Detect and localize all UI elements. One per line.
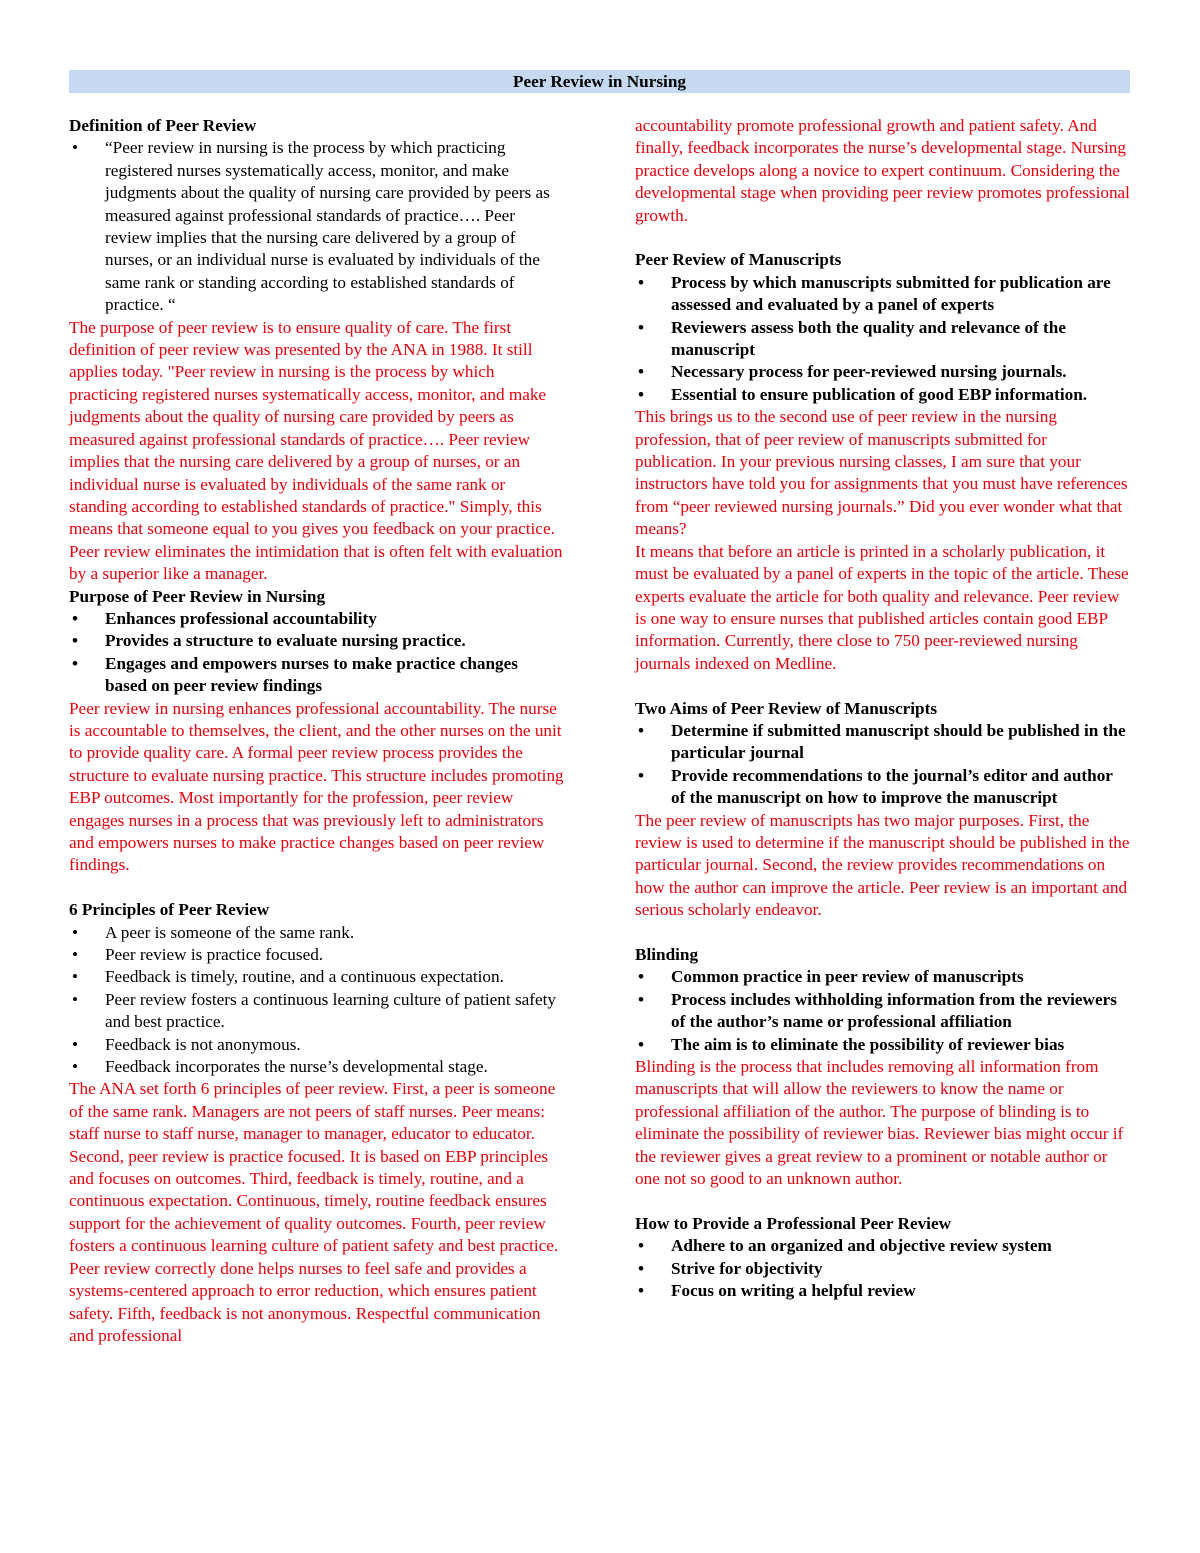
bullet-icon: • bbox=[637, 1258, 645, 1278]
list-item: • Engages and empowers nurses to make practice changes based on peer review findings bbox=[69, 653, 564, 698]
list-item: • Necessary process for peer-reviewed nursing journals. bbox=[635, 361, 1130, 383]
bullet-icon: • bbox=[637, 1281, 645, 1301]
bullet-icon: • bbox=[637, 967, 645, 987]
list-item: • Peer review fosters a continuous learning culture of patient safety and best practice. bbox=[69, 989, 564, 1034]
list-item: • Provide recommendations to the journal’s editor and author of the manuscript on how to improve the manuscript bbox=[635, 765, 1130, 810]
bullet-icon: • bbox=[637, 317, 645, 337]
purpose-note: Peer review in nursing enhances professional accountability. The nurse is accountable to themselves, the client, and the other nurses on the unit to provide quality care. A formal peer review process provides the structure to evaluate nursing practice. This structure includes promoting EBP outcomes. Most importantly for the profession, peer review engages nurses in a process that was previously left to administrators and empowers nurses to make practice changes based on peer review findings. bbox=[69, 698, 564, 875]
bullet-icon: • bbox=[71, 1057, 79, 1077]
principles-note-continued: accountability promote professional growth and patient safety. And finally, feedback incorporates the nurse’s developmental stage. Nursing practice develops along a novice to expert continuum. Considering the developmental stage when providing peer review promotes professional growth. bbox=[635, 116, 1130, 225]
manuscripts-note-2: It means that before an article is printed in a scholarly publication, it must be evaluated by a panel of experts in the topic of the article. These experts evaluate the article for both quality and relevance. Peer review is one way to ensure nurses that published articles contain good EBP information. Currently, there close to 750 peer-reviewed nursing journals indexed on Medline. bbox=[635, 541, 1129, 673]
list-item: • Process by which manuscripts submitted for publication are assessed and evaluated by a panel of experts bbox=[635, 272, 1130, 317]
bullet-icon: • bbox=[637, 989, 645, 1009]
definition-list bbox=[69, 137, 564, 316]
manuscripts-list bbox=[635, 272, 1130, 406]
how-to-list bbox=[635, 1235, 1130, 1302]
right-column bbox=[635, 115, 1130, 1302]
manuscripts-heading: Peer Review of Manuscripts bbox=[635, 250, 842, 270]
bullet-icon: • bbox=[637, 384, 645, 404]
bullet-icon: • bbox=[71, 608, 79, 628]
bullet-icon: • bbox=[637, 272, 645, 292]
document-title: Peer Review in Nursing bbox=[69, 70, 1130, 93]
list-item: • Feedback is timely, routine, and a continuous expectation. bbox=[69, 966, 564, 988]
list-item: • Provides a structure to evaluate nursing practice. bbox=[69, 630, 564, 652]
blinding-heading: Blinding bbox=[635, 944, 699, 964]
list-item: • Adhere to an organized and objective review system bbox=[635, 1235, 1130, 1257]
list-item: • Enhances professional accountability bbox=[69, 608, 564, 630]
principles-note: The ANA set forth 6 principles of peer review. First, a peer is someone of the same rank. Managers are not peers of staff nurses. Peer means: staff nurse to staff nurse, manager to manager, educator to educator. Second, peer review is practice focused. It is based on EBP principles and focuses on outcomes. Third, feedback is timely, routine, and a continuous expectation. Continuous, timely, routine feedback ensures support for the achievement of quality outcomes. Fourth, peer review fosters a continuous learning culture of patient safety and best practice. Peer review correctly done helps nurses to feel safe and provides a systems-centered approach to error reduction, which ensures patient safety. Fifth, feedback is not anonymous. Respectful communication and professional bbox=[69, 1079, 559, 1345]
aims-note: The peer review of manuscripts has two major purposes. First, the review is used to determine if the manuscript should be published in the particular journal. Second, the review provides recommendations on how the author can improve the article. Peer review is an important and serious scholarly endeavor. bbox=[635, 810, 1130, 920]
bullet-icon: • bbox=[637, 1236, 645, 1256]
manuscripts-note-1: This brings us to the second use of peer review in the nursing profession, that of peer review of manuscripts submitted for publication. In your previous nursing classes, I am sure that your instructors have told you for assignments that you must have references from “peer reviewed nursing journals.” Did you ever wonder what that means? bbox=[635, 407, 1128, 539]
list-item: • Reviewers assess both the quality and relevance of the manuscript bbox=[635, 317, 1130, 362]
bullet-icon: • bbox=[71, 922, 79, 942]
list-item: • Determine if submitted manuscript should be published in the particular journal bbox=[635, 720, 1130, 765]
bullet-icon: • bbox=[637, 765, 645, 785]
bullet-icon: • bbox=[71, 967, 79, 987]
list-item: • The aim is to eliminate the possibility of reviewer bias bbox=[635, 1034, 1130, 1056]
list-item: • Strive for objectivity bbox=[635, 1258, 1130, 1280]
list-item: • Feedback incorporates the nurse’s developmental stage. bbox=[69, 1056, 564, 1078]
bullet-icon: • bbox=[71, 138, 79, 158]
list-item: • Feedback is not anonymous. bbox=[69, 1034, 564, 1056]
bullet-icon: • bbox=[71, 989, 79, 1009]
bullet-icon: • bbox=[71, 945, 79, 965]
purpose-list bbox=[69, 608, 564, 698]
list-item: • “Peer review in nursing is the process by which practicing registered nurses systematically access, monitor, and make judgments about the quality of nursing care provided by peers as measured against professional standards of practice…. Peer review implies that the nursing care delivered by a group of nurses, or an individual nurse is evaluated by individuals of the same rank or standing according to established standards of practice. “ bbox=[69, 137, 564, 316]
bullet-icon: • bbox=[71, 653, 79, 673]
bullet-icon: • bbox=[637, 720, 645, 740]
principles-heading: 6 Principles of Peer Review bbox=[69, 900, 270, 920]
bullet-icon: • bbox=[637, 362, 645, 382]
list-item: • Essential to ensure publication of good EBP information. bbox=[635, 384, 1130, 406]
purpose-heading: Purpose of Peer Review in Nursing bbox=[69, 586, 326, 606]
how-to-heading: How to Provide a Professional Peer Review bbox=[635, 1213, 951, 1233]
bullet-icon: • bbox=[71, 631, 79, 651]
principles-list bbox=[69, 922, 564, 1079]
list-item: • Common practice in peer review of manuscripts bbox=[635, 966, 1130, 988]
bullet-icon: • bbox=[71, 1034, 79, 1054]
left-column bbox=[69, 115, 564, 1347]
aims-heading: Two Aims of Peer Review of Manuscripts bbox=[635, 698, 938, 718]
list-item: • Focus on writing a helpful review bbox=[635, 1280, 1130, 1302]
bullet-icon: • bbox=[637, 1034, 645, 1054]
blinding-note: Blinding is the process that includes removing all information from manuscripts that will allow the reviewers to know the name or professional affiliation of the author. The purpose of blinding is to eliminate the possibility of reviewer bias. Reviewer bias might occur if the reviewer gives a great review to a prominent or notable author or one not so good to an unknown author. bbox=[635, 1057, 1124, 1189]
aims-list bbox=[635, 720, 1130, 810]
list-item: • Process includes withholding information from the reviewers of the author’s name or professional affiliation bbox=[635, 989, 1130, 1034]
blinding-list bbox=[635, 966, 1130, 1056]
list-item: • Peer review is practice focused. bbox=[69, 944, 564, 966]
definition-heading: Definition of Peer Review bbox=[69, 116, 257, 135]
definition-note: The purpose of peer review is to ensure quality of care. The first definition of peer review was presented by the ANA in 1988. It still applies today. "Peer review in nursing is the process by which practicing registered nurses systematically access, monitor, and make judgments about the quality of nursing care provided by peers as measured against professional standards of practice…. Peer review implies that the nursing care delivered by a group of nurses, or an individual nurse is evaluated by individuals of the same rank or standing according to established standards of practice." Simply, this means that someone equal to you gives you feedback on your practice. Peer review eliminates the intimidation that is often felt with evaluation by a superior like a manager. bbox=[69, 317, 563, 584]
list-item: • A peer is someone of the same rank. bbox=[69, 922, 564, 944]
